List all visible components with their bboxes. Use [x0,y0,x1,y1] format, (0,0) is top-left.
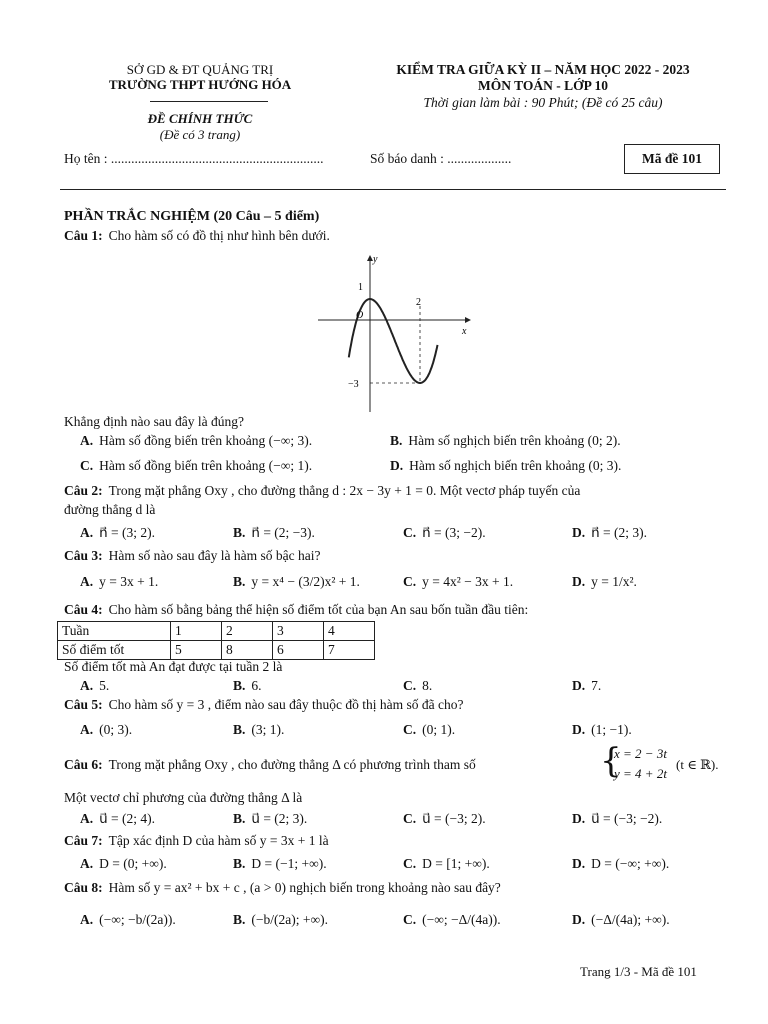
question-text: Tập xác định D của hàm số y = 3x + 1 là [108,833,329,848]
option-label: A. [80,678,94,693]
system-brace: { [600,741,622,781]
option-text: Hàm số nghịch biến trên khoảng (0; 2). [408,433,621,448]
q7-option-c[interactable] [403,856,490,872]
student-id-field: Số báo danh : ................... [370,151,512,166]
option-label: D. [572,811,586,826]
q4-option-d[interactable] [572,678,601,694]
q3-option-d[interactable] [572,574,637,590]
question-number: Câu 4: [64,602,103,617]
question-5 [64,697,463,713]
score-table [57,621,375,660]
question-number: Câu 8: [64,880,103,895]
table-cell: 3 [273,622,324,641]
table-cell: 5 [171,641,222,660]
option-text: n⃗ = (2; 3). [591,525,648,540]
name-field: Họ tên : ............................................................... [64,151,324,166]
option-text: u⃗ = (2; 3). [251,811,308,826]
q1-option-a[interactable] [80,433,312,449]
option-label: C. [403,722,417,737]
question-2-cont: đường thẳng d là [64,502,156,517]
option-label: C. [80,458,94,473]
header-divider-short [150,101,268,102]
option-text: n⃗ = (2; −3). [251,525,315,540]
q4-option-a[interactable] [80,678,109,694]
q7-option-d[interactable] [572,856,669,872]
q4-option-b[interactable] [233,678,262,694]
department-name: SỞ GD & ĐT QUẢNG TRỊ [126,62,274,77]
option-text: (−b/(2a); +∞). [251,912,328,927]
option-label: D. [572,722,586,737]
option-text: D = (−1; +∞). [251,856,327,871]
option-text: 6. [251,678,262,693]
q6-option-c[interactable] [403,811,486,827]
time-note: Thời gian làm bài : 90 Phút; (Đề có 25 câu) [423,95,663,110]
table-row [58,622,375,641]
question-number: Câu 1: [64,228,103,243]
section-title: PHẦN TRẮC NGHIỆM (20 Câu – 5 điểm) [64,209,320,224]
question-4-prompt: Số điểm tốt mà An đạt được tại tuần 2 là [64,659,283,674]
q5-option-c[interactable] [403,722,455,738]
exam-title: KIỂM TRA GIỮA KỲ II – NĂM HỌC 2022 - 2023 [396,62,690,77]
table-cell: 2 [222,622,273,641]
question-3 [64,548,320,564]
tick-label-2: 2 [416,297,421,308]
x-axis-label: x [462,326,467,337]
option-label: B. [390,433,403,448]
option-label: D. [572,856,586,871]
q1-option-d[interactable] [390,458,621,474]
question-text: Trong mặt phẳng Oxy , cho đường thẳng Δ có phương trình tham số [108,757,476,772]
option-label: C. [403,525,417,540]
question-text: Cho hàm số có đồ thị như hình bên dưới. [108,228,330,243]
header-divider [60,189,726,190]
option-label: C. [403,811,417,826]
option-label: A. [80,856,94,871]
option-text: (−∞; −Δ/(4a)). [422,912,501,927]
option-text: (3; 1). [251,722,285,737]
question-text: Cho hàm số bằng bảng thể hiện số điểm tốt của bạn An sau bốn tuần đầu tiên: [108,602,529,617]
q6-option-d[interactable] [572,811,662,827]
option-label: D. [572,574,586,589]
question-number: Câu 3: [64,548,103,563]
q3-option-c[interactable] [403,574,513,590]
question-number: Câu 5: [64,697,103,712]
q8-option-b[interactable] [233,912,328,928]
question-1 [64,228,330,244]
option-label: C. [403,678,417,693]
option-text: 5. [99,678,110,693]
table-cell: 7 [324,641,375,660]
option-text: (−∞; −b/(2a)). [99,912,176,927]
option-text: n⃗ = (3; 2). [99,525,156,540]
page-footer: Trang 1/3 - Mã đề 101 [580,964,697,979]
option-text: (0; 3). [99,722,133,737]
question-number: Câu 2: [64,483,103,498]
pages-note: (Đề có 3 trang) [159,127,241,142]
q5-option-b[interactable] [233,722,284,738]
option-text: Hàm số nghịch biến trên khoảng (0; 3). [409,458,622,473]
question-1-prompt: Khẳng định nào sau đây là đúng? [64,414,244,429]
table-row [58,641,375,660]
question-text: Trong mặt phẳng Oxy , cho đường thẳng d : 2x − 3y + 1 = 0. Một vectơ pháp tuyến của [108,483,581,498]
option-label: B. [233,856,246,871]
q8-option-a[interactable] [80,912,176,928]
option-text: n⃗ = (3; −2). [422,525,486,540]
option-text: y = 4x² − 3x + 1. [422,574,514,589]
option-label: B. [233,722,246,737]
option-text: (0; 1). [422,722,456,737]
question-4 [64,602,528,618]
option-text: y = x⁴ − (3/2)x² + 1. [251,574,360,589]
option-text: 7. [591,678,602,693]
question-number: Câu 6: [64,757,103,772]
option-label: B. [233,574,246,589]
table-cell: 1 [171,622,222,641]
system-equation-1: x = 2 − 3t [614,746,667,761]
question-text: Hàm số nào sau đây là hàm số bậc hai? [108,548,321,563]
option-label: A. [80,722,94,737]
q2-option-c[interactable] [403,525,486,541]
option-label: B. [233,912,246,927]
q8-option-d[interactable] [572,912,670,928]
q8-option-c[interactable] [403,912,501,928]
option-text: 8. [422,678,433,693]
q7-option-b[interactable] [233,856,327,872]
option-label: B. [233,811,246,826]
q6-option-b[interactable] [233,811,307,827]
option-text: u⃗ = (−3; 2). [422,811,486,826]
question-text: Hàm số y = ax² + bx + c , (a > 0) nghịch biến trong khoảng nào sau đây? [108,880,501,895]
tick-label-1: 1 [358,282,363,293]
subject-title: MÔN TOÁN - LỚP 10 [477,78,608,93]
tick-label-minus3: −3 [348,379,359,390]
q2-option-d[interactable] [572,525,647,541]
table-cell: Tuần [58,622,171,641]
option-label: C. [403,912,417,927]
option-label: C. [403,574,417,589]
q1-option-b[interactable] [390,433,621,449]
question-7 [64,833,329,849]
option-label: D. [572,678,586,693]
q2-option-b[interactable] [233,525,315,541]
origin-label: O [356,310,364,321]
option-label: A. [80,912,94,927]
option-label: A. [80,525,94,540]
option-text: D = (−∞; +∞). [591,856,670,871]
exam-code-box: Mã đề 101 [624,144,720,174]
table-cell: 6 [273,641,324,660]
q5-option-a[interactable] [80,722,132,738]
q4-option-c[interactable] [403,678,432,694]
option-text: (1; −1). [591,722,632,737]
q3-option-a[interactable] [80,574,158,590]
question-text: Cho hàm số y = 3 , điểm nào sau đây thuộc đồ thị hàm số đã cho? [108,697,464,712]
option-text: Hàm số đồng biến trên khoảng (−∞; 1). [99,458,313,473]
option-text: y = 1/x². [591,574,637,589]
q1-option-c[interactable] [80,458,312,474]
option-label: A. [80,433,94,448]
option-label: B. [233,678,246,693]
option-text: D = [1; +∞). [422,856,490,871]
option-label: D. [390,458,404,473]
table-cell: Số điểm tốt [58,641,171,660]
q5-option-d[interactable] [572,722,632,738]
parameter-domain: (t ∈ ℝ). [676,757,719,772]
question-8 [64,880,501,896]
option-label: D. [572,912,586,927]
table-cell: 4 [324,622,375,641]
q3-option-b[interactable] [233,574,360,590]
table-cell: 8 [222,641,273,660]
option-label: A. [80,574,94,589]
question-2 [64,483,580,499]
q6-option-a[interactable] [80,811,155,827]
option-label: B. [233,525,246,540]
option-label: A. [80,811,94,826]
official-label: ĐỀ CHÍNH THỨC [147,111,253,126]
question-6-prompt: Một vectơ chỉ phương của đường thẳng Δ là [64,790,303,805]
function-graph [310,250,480,420]
y-axis-label: y [373,254,378,265]
option-text: Hàm số đồng biến trên khoảng (−∞; 3). [99,433,313,448]
option-label: C. [403,856,417,871]
school-name: TRƯỜNG THPT HƯỚNG HÓA [108,77,292,92]
q7-option-a[interactable] [80,856,167,872]
option-text: (−Δ/(4a); +∞). [591,912,670,927]
option-label: D. [572,525,586,540]
option-text: y = 3x + 1. [99,574,159,589]
system-equation-2: y = 4 + 2t [614,766,667,781]
question-6 [64,757,476,773]
option-text: u⃗ = (−3; −2). [591,811,663,826]
option-text: u⃗ = (2; 4). [99,811,156,826]
q2-option-a[interactable] [80,525,155,541]
option-text: D = (0; +∞). [99,856,167,871]
question-number: Câu 7: [64,833,103,848]
